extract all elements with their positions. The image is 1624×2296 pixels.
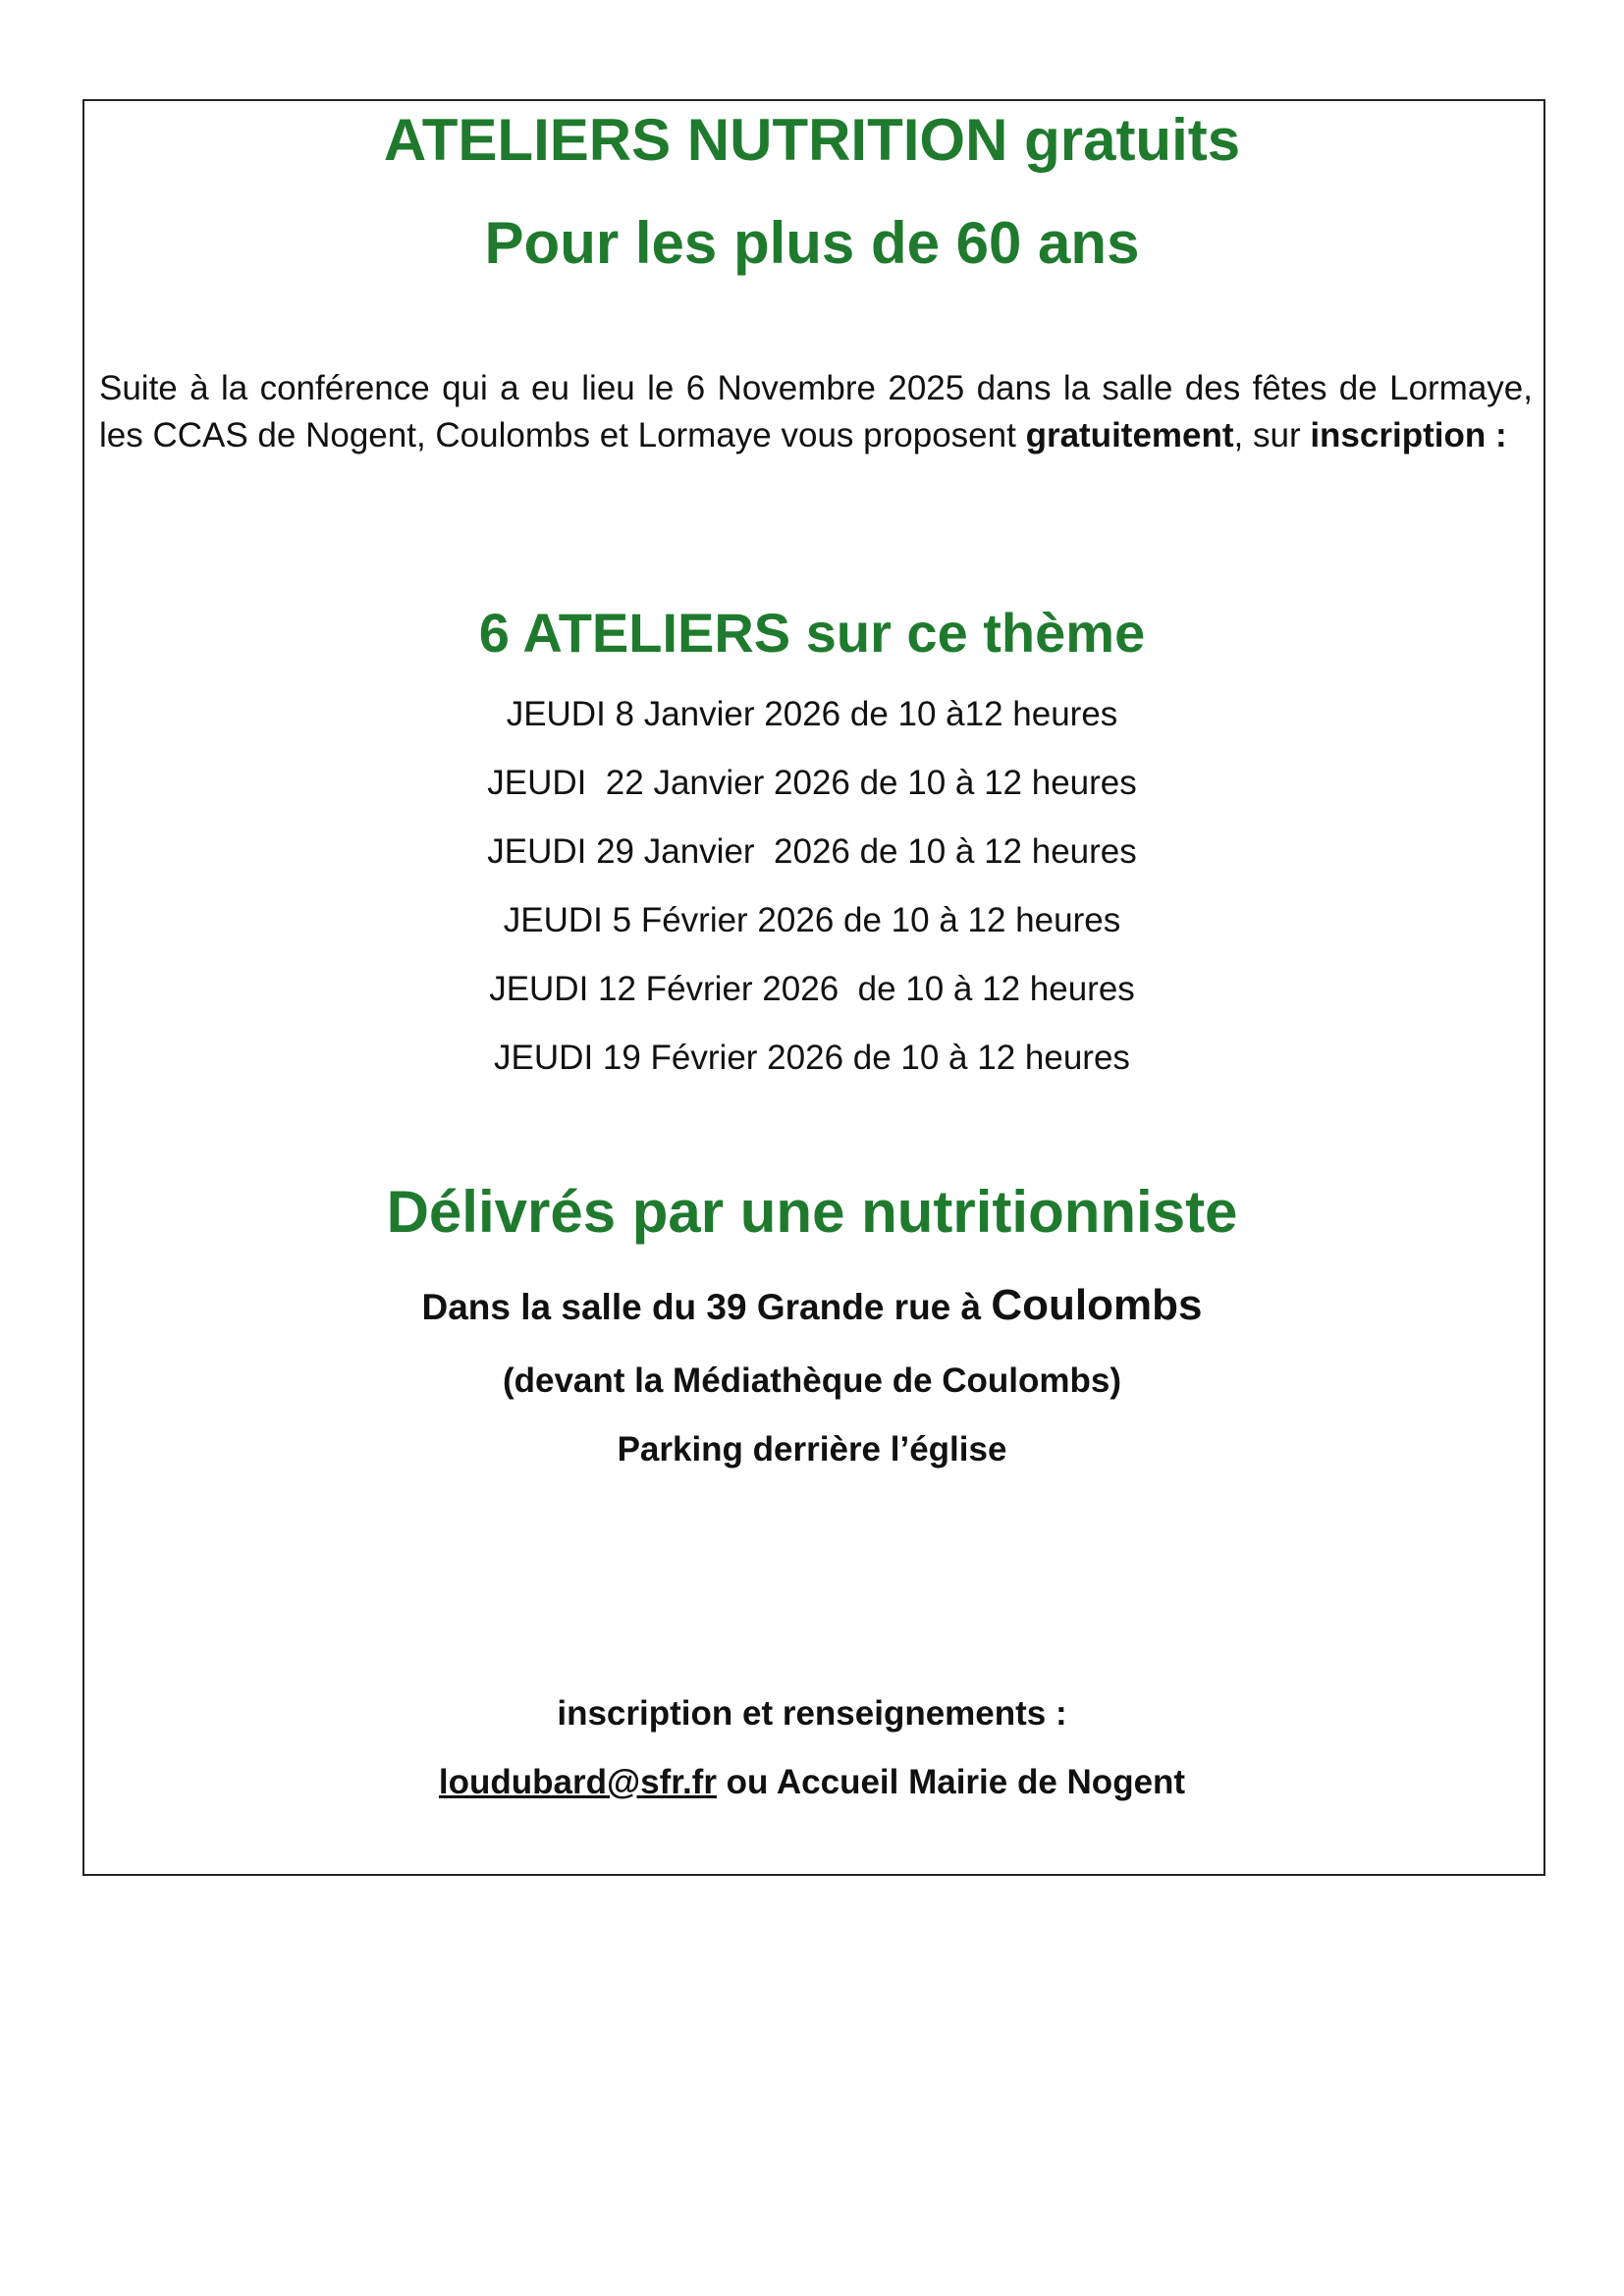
intro-text-1: Suite à la conférence qui a eu lieu le 6 Novembre 2025 dans la salle des fêtes de Lormaye, les CCAS de Nogent, Coulombs et Lormaye vous proposent bbox=[99, 369, 1533, 454]
contact-line bbox=[0, 1763, 1624, 1802]
location-town: Coulombs bbox=[991, 1281, 1203, 1329]
workshops-subtitle: 6 ATELIERS sur ce thème bbox=[478, 602, 1146, 664]
session-item: JEUDI 12 Février 2026 de 10 à 12 heures bbox=[489, 970, 1135, 1008]
location-line bbox=[0, 1281, 1624, 1330]
registration-label: inscription et renseignements : bbox=[557, 1694, 1067, 1733]
session-item: JEUDI 5 Février 2026 de 10 à 12 heures bbox=[503, 901, 1121, 939]
intro-bold-free: gratuitement bbox=[1025, 416, 1234, 454]
title-line-2: Pour les plus de 60 ans bbox=[484, 210, 1140, 276]
location-address: Dans la salle du 39 Grande rue à bbox=[421, 1287, 992, 1327]
title-line-1: ATELIERS NUTRITION gratuits bbox=[383, 107, 1241, 173]
contact-email-link[interactable]: loudubard@sfr.fr bbox=[438, 1763, 717, 1801]
session-item: JEUDI 29 Janvier 2026 de 10 à 12 heures bbox=[487, 832, 1137, 871]
intro-paragraph bbox=[99, 365, 1533, 459]
session-item: JEUDI 22 Janvier 2026 de 10 à 12 heures bbox=[487, 764, 1137, 802]
delivered-heading: Délivrés par une nutritionniste bbox=[386, 1179, 1238, 1245]
session-list bbox=[0, 693, 1624, 1105]
session-item: JEUDI 19 Février 2026 de 10 à 12 heures bbox=[494, 1039, 1130, 1077]
location-landmark: (devant la Médiathèque de Coulombs) bbox=[502, 1362, 1122, 1400]
intro-bold-registration: inscription : bbox=[1310, 416, 1507, 454]
session-item: JEUDI 8 Janvier 2026 de 10 à12 heures bbox=[506, 695, 1118, 733]
contact-alternative: ou Accueil Mairie de Nogent bbox=[716, 1763, 1186, 1801]
intro-text-2: , sur bbox=[1233, 416, 1311, 454]
parking-info: Parking derrière l’église bbox=[617, 1430, 1007, 1468]
